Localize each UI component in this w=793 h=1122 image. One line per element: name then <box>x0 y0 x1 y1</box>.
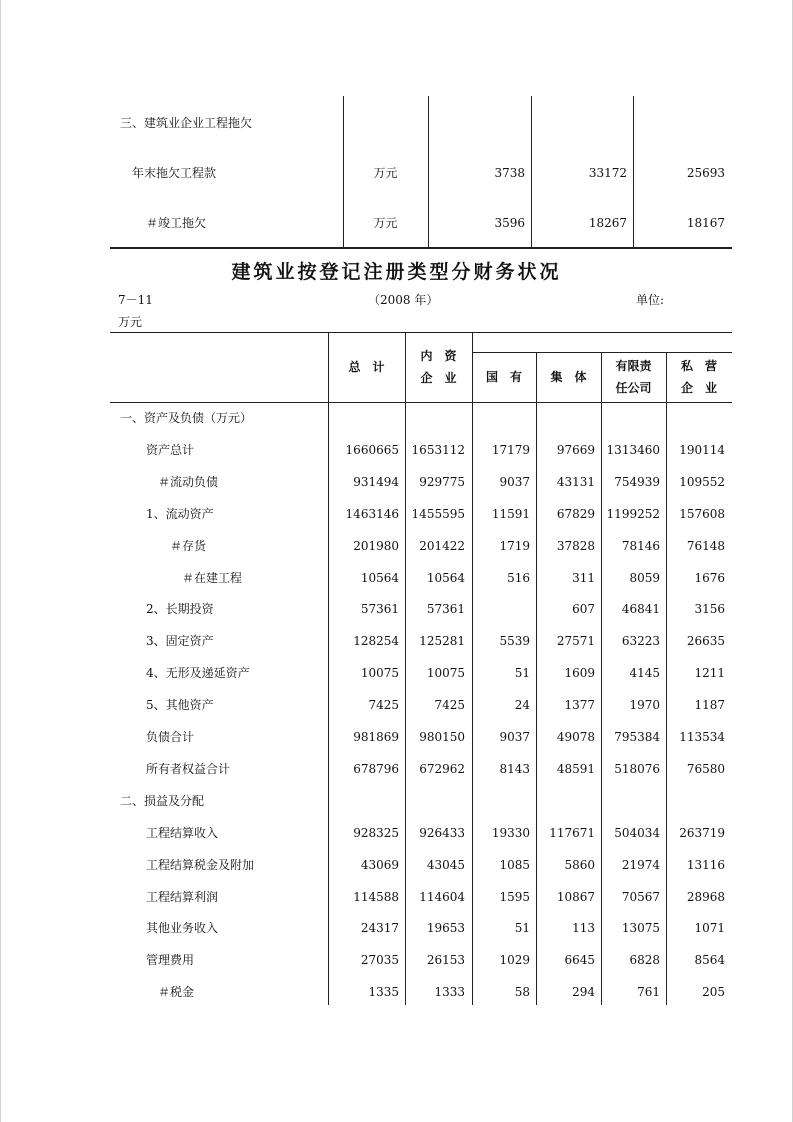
header-top-rule <box>110 332 732 333</box>
row-value: 76580 <box>686 762 725 776</box>
top-row-value: 25693 <box>686 166 725 180</box>
row-value: 1211 <box>694 666 725 680</box>
row-value: 43131 <box>556 475 595 489</box>
row-value: 10075 <box>426 666 465 680</box>
row-value: 57361 <box>426 602 465 616</box>
row-value: 21974 <box>621 858 660 872</box>
row-value: 63223 <box>621 634 660 648</box>
row-label: 3、固定资产 <box>146 634 214 648</box>
unit-label: 单位: <box>636 293 665 307</box>
page-left-edge <box>0 0 1 1122</box>
row-value: 13075 <box>621 921 660 935</box>
top-row-label: 年末拖欠工程款 <box>132 166 217 180</box>
row-value: 10867 <box>556 890 595 904</box>
row-value: 37828 <box>556 539 595 553</box>
row-value: 8564 <box>694 953 725 967</box>
row-value: 504034 <box>614 826 660 840</box>
row-label: 所有者权益合计 <box>146 762 231 776</box>
row-value: 43045 <box>426 858 465 872</box>
row-value: 11591 <box>491 507 530 521</box>
row-value: 980150 <box>419 730 465 744</box>
header-ltd-line2: 任公司 <box>615 381 652 395</box>
row-value: 1335 <box>368 985 399 999</box>
row-label: 工程结算税金及附加 <box>146 858 255 872</box>
row-value: 3156 <box>694 602 725 616</box>
row-value: 928325 <box>353 826 399 840</box>
row-value: 10564 <box>360 571 399 585</box>
row-value: 51 <box>514 921 530 935</box>
row-value: 27571 <box>556 634 595 648</box>
row-value: 9037 <box>499 730 530 744</box>
top-row-value: 18267 <box>588 216 627 230</box>
row-value: 97669 <box>556 443 595 457</box>
header-ltd-line1: 有限责 <box>615 359 652 373</box>
row-label: 负债合计 <box>146 730 195 744</box>
row-value: 51 <box>514 666 530 680</box>
row-label: ＃流动负债 <box>158 475 219 489</box>
row-label: 2、长期投资 <box>146 602 214 616</box>
top-row-value: 33172 <box>588 166 627 180</box>
row-label: 1、流动资产 <box>146 507 214 521</box>
row-label: ＃税金 <box>158 985 195 999</box>
header-private-line1: 私 营 <box>680 359 717 373</box>
row-label: 管理费用 <box>146 953 195 967</box>
row-value: 5539 <box>499 634 530 648</box>
header-sub-rule <box>472 352 732 353</box>
row-value: 1313460 <box>606 443 660 457</box>
top-row-value: 18167 <box>686 216 725 230</box>
row-value: 125281 <box>419 634 465 648</box>
row-value: 311 <box>572 571 595 585</box>
row-value: 1071 <box>694 921 725 935</box>
row-value: 67829 <box>556 507 595 521</box>
row-label: 4、无形及递延资产 <box>146 666 250 680</box>
row-value: 754939 <box>614 475 660 489</box>
row-value: 8143 <box>499 762 530 776</box>
unit-value: 万元 <box>118 315 143 329</box>
table-number: 7－11 <box>118 293 153 307</box>
header-domestic-line1: 内 资 <box>420 349 457 363</box>
row-value: 1653112 <box>411 443 465 457</box>
table-year: （2008 年） <box>368 293 439 307</box>
row-value: 1719 <box>499 539 530 553</box>
row-value: 7425 <box>368 698 399 712</box>
row-value: 201980 <box>353 539 399 553</box>
row-value: 57361 <box>360 602 399 616</box>
row-value: 114604 <box>419 890 465 904</box>
row-value: 13116 <box>686 858 725 872</box>
row-value: 48591 <box>556 762 595 776</box>
row-value: 17179 <box>491 443 530 457</box>
row-value: 926433 <box>419 826 465 840</box>
row-value: 19653 <box>426 921 465 935</box>
row-value: 1660665 <box>345 443 399 457</box>
row-value: 1609 <box>564 666 595 680</box>
top-row-value: 3596 <box>494 216 525 230</box>
row-label: 5、其他资产 <box>146 698 214 712</box>
row-value: 9037 <box>499 475 530 489</box>
row-value: 1676 <box>694 571 725 585</box>
top-row-unit: 万元 <box>373 166 398 180</box>
row-value: 26635 <box>686 634 725 648</box>
row-value: 19330 <box>491 826 530 840</box>
header-domestic-line2: 企 业 <box>420 371 457 385</box>
row-value: 201422 <box>419 539 465 553</box>
top-row-value: 3738 <box>494 166 525 180</box>
row-value: 1455595 <box>411 507 465 521</box>
row-value: 1595 <box>499 890 530 904</box>
row-label: 二、损益及分配 <box>120 794 205 808</box>
row-value: 678796 <box>353 762 399 776</box>
row-value: 1377 <box>564 698 595 712</box>
row-value: 8059 <box>629 571 660 585</box>
row-value: 929775 <box>419 475 465 489</box>
row-value: 26153 <box>426 953 465 967</box>
row-value: 76148 <box>686 539 725 553</box>
row-value: 1463146 <box>345 507 399 521</box>
row-value: 113 <box>572 921 595 935</box>
top-row-label: 三、建筑业企业工程拖欠 <box>120 116 253 130</box>
row-label: ＃存货 <box>170 539 207 553</box>
row-value: 981869 <box>353 730 399 744</box>
row-value: 27035 <box>360 953 399 967</box>
row-value: 6645 <box>564 953 595 967</box>
top-row-unit: 万元 <box>373 216 398 230</box>
row-value: 113534 <box>679 730 725 744</box>
header-collective: 集 体 <box>550 370 587 384</box>
row-value: 931494 <box>353 475 399 489</box>
row-value: 5860 <box>564 858 595 872</box>
page-title: 建筑业按登记注册类型分财务状况 <box>231 261 562 283</box>
row-value: 672962 <box>419 762 465 776</box>
row-value: 263719 <box>679 826 725 840</box>
top-table-bottom-rule <box>110 247 732 249</box>
row-value: 294 <box>572 985 595 999</box>
row-value: 109552 <box>679 475 725 489</box>
row-label: 工程结算收入 <box>146 826 219 840</box>
row-label: 工程结算利润 <box>146 890 219 904</box>
header-bottom-rule <box>110 402 732 403</box>
row-value: 7425 <box>434 698 465 712</box>
top-row-label: ＃竣工拖欠 <box>146 216 207 230</box>
row-value: 49078 <box>556 730 595 744</box>
row-value: 70567 <box>621 890 660 904</box>
row-label: 资产总计 <box>146 443 195 457</box>
row-value: 10075 <box>360 666 399 680</box>
row-value: 205 <box>702 985 725 999</box>
row-value: 10564 <box>426 571 465 585</box>
row-value: 1333 <box>434 985 465 999</box>
row-value: 190114 <box>679 443 725 457</box>
row-value: 761 <box>637 985 660 999</box>
row-value: 28968 <box>686 890 725 904</box>
row-value: 607 <box>572 602 595 616</box>
row-value: 58 <box>514 985 530 999</box>
row-value: 1029 <box>499 953 530 967</box>
row-value: 128254 <box>353 634 399 648</box>
row-value: 1187 <box>694 698 725 712</box>
row-value: 157608 <box>679 507 725 521</box>
row-value: 78146 <box>621 539 660 553</box>
row-value: 24317 <box>360 921 399 935</box>
row-value: 516 <box>507 571 530 585</box>
row-value: 1970 <box>629 698 660 712</box>
row-value: 24 <box>514 698 530 712</box>
row-label: 一、资产及负债（万元） <box>120 411 253 425</box>
row-value: 6828 <box>629 953 660 967</box>
row-label: ＃在建工程 <box>182 571 243 585</box>
row-value: 1199252 <box>606 507 660 521</box>
row-label: 其他业务收入 <box>146 921 219 935</box>
row-value: 46841 <box>621 602 660 616</box>
header-private-line2: 企 业 <box>680 381 717 395</box>
row-value: 1085 <box>499 858 530 872</box>
row-value: 4145 <box>629 666 660 680</box>
row-value: 795384 <box>614 730 660 744</box>
row-value: 114588 <box>353 890 399 904</box>
header-state: 国 有 <box>485 370 522 384</box>
row-value: 117671 <box>549 826 595 840</box>
row-value: 518076 <box>614 762 660 776</box>
header-total: 总 计 <box>348 360 385 374</box>
row-value: 43069 <box>360 858 399 872</box>
